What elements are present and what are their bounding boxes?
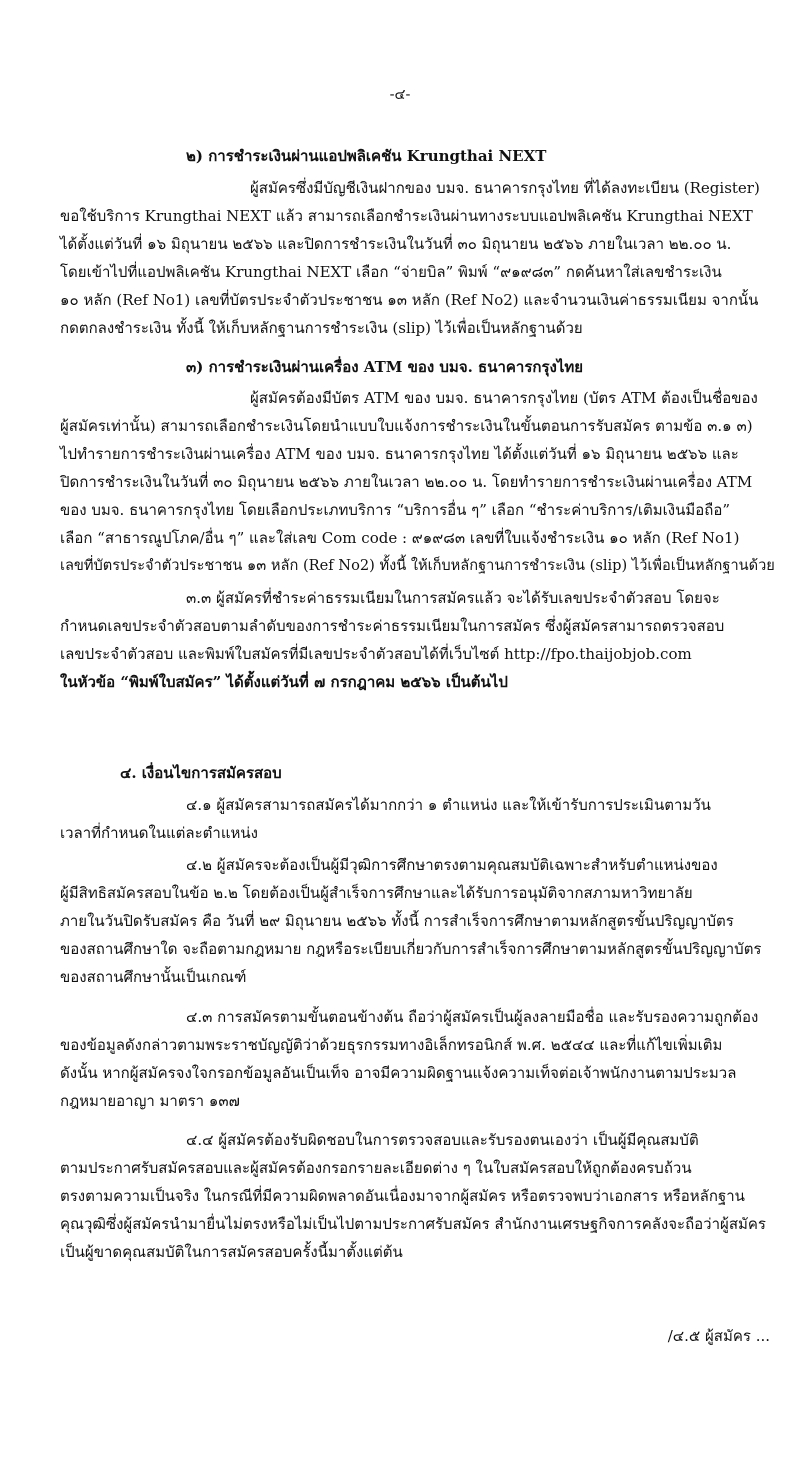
section-4-4-line: คุณวุฒิซึ่งผู้สมัครนำมายื่นไม่ตรงหรือไม่เป็นไปตามประกาศรับสมัคร สำนักงานเศรษฐกิจการคลังจะถือว่าผู้สมัคร: [60, 1215, 766, 1233]
section-3-line: ของ บมจ. ธนาคารกรุงไทย โดยเลือกประเภทบริการ “บริการอื่น ๆ” เลือก “ชำระค่าบริการ/เติมเงินมือถือ”: [60, 501, 730, 519]
section-3-line: ผู้สมัครต้องมีบัตร ATM ของ บมจ. ธนาคารกรุงไทย (บัตร ATM ต้องเป็นชื่อของ: [250, 389, 758, 407]
section-2-line: ขอใช้บริการ Krungthai NEXT แล้ว สามารถเลือกชำระเงินผ่านทางระบบแอปพลิเคชัน Krungthai NEXT: [60, 207, 753, 225]
section-2-heading: ๒) การชำระเงินผ่านแอปพลิเคชัน Krungthai NEXT: [186, 147, 547, 165]
section-2-line: กดตกลงชำระเงิน ทั้งนี้ ให้เก็บหลักฐานการชำระเงิน (slip) ไว้เพื่อเป็นหลักฐานด้วย: [60, 319, 583, 337]
section-3-3-line: เลขประจำตัวสอบ และพิมพ์ใบสมัครที่มีเลขประจำตัวสอบได้ที่เว็บไซต์ http://fpo.thaijobjob.com: [60, 645, 692, 663]
section-3-3-line: กำหนดเลขประจำตัวสอบตามลำดับของการชำระค่าธรรมเนียมในการสมัคร ซึ่งผู้สมัครสามารถตรวจสอบ: [60, 617, 725, 635]
section-4-3-line: ดังนั้น หากผู้สมัครจงใจกรอกข้อมูลอันเป็นเท็จ อาจมีความผิดฐานแจ้งความเท็จต่อเจ้าพนักงานตามประมวล: [60, 1064, 737, 1082]
continuation-note: /๔.๕ ผู้สมัคร ...: [667, 1327, 770, 1345]
section-2-line: ๑๐ หลัก (Ref No1) เลขที่บัตรประจำตัวประชาชน ๑๓ หลัก (Ref No2) และจำนวนเงินค่าธรรมเนียม จากนั้น: [60, 291, 759, 309]
section-4-3-line: ๔.๓ การสมัครตามขั้นตอนข้างต้น ถือว่าผู้สมัครเป็นผู้ลงลายมือชื่อ และรับรองความถูกต้อง: [186, 1008, 759, 1026]
section-4-3-line: ของข้อมูลดังกล่าวตามพระราชบัญญัติว่าด้วยธุรกรรมทางอิเล็กทรอนิกส์ พ.ศ. ๒๕๔๔ และที่แก้ไขเพิ่มเติม: [60, 1036, 723, 1054]
section-4-2-line: ๔.๒ ผู้สมัครจะต้องเป็นผู้มีวุฒิการศึกษาตรงตามคุณสมบัติเฉพาะสำหรับตำแหน่งของ: [186, 856, 718, 874]
section-3-3-line: ๓.๓ ผู้สมัครที่ชำระค่าธรรมเนียมในการสมัครแล้ว จะได้รับเลขประจำตัวสอบ โดยจะ: [186, 589, 720, 607]
section-4-4-line: เป็นผู้ขาดคุณสมบัติในการสมัครสอบครั้งนี้มาตั้งแต่ต้น: [60, 1243, 403, 1261]
section-2-line: โดยเข้าไปที่แอปพลิเคชัน Krungthai NEXT เลือก “จ่ายบิล” พิมพ์ “๙๑๙๘๓” กดค้นหาใส่เลขชำระเงิน: [60, 263, 722, 281]
section-4-2-line: ภายในวันปิดรับสมัคร คือ วันที่ ๒๙ มิถุนายน ๒๕๖๖ ทั้งนี้ การสำเร็จการศึกษาตามหลักสูตรขั้นปริญญาบัตร: [60, 912, 734, 930]
section-3-line: เลือก “สาธารณูปโภค/อื่น ๆ” และใส่เลข Com code : ๙๑๙๘๓ เลขที่ใบแจ้งชำระเงิน ๑๐ หลัก (Ref No1): [60, 529, 740, 547]
section-4-2-line: ของสถานศึกษานั้นเป็นเกณฑ์: [60, 968, 247, 986]
section-3-line: เลขที่บัตรประจำตัวประชาชน ๑๓ หลัก (Ref No2) ทั้งนี้ ให้เก็บหลักฐานการชำระเงิน (slip) ไว้เพื่อเป็นหลักฐานด้วย: [60, 557, 775, 574]
section-3-3-line: ในหัวข้อ “พิมพ์ใบสมัคร” ได้ตั้งแต่วันที่ ๗ กรกฎาคม ๒๕๖๖ เป็นต้นไป: [60, 673, 508, 691]
section-4-2-line: ของสถานศึกษาใด จะถือตามกฎหมาย กฎหรือระเบียบเกี่ยวกับการสำเร็จการศึกษาตามหลักสูตรขั้นปริญญาบัตร: [60, 940, 762, 958]
section-4-2-line: ผู้มีสิทธิสมัครสอบในข้อ ๒.๒ โดยต้องเป็นผู้สำเร็จการศึกษาและได้รับการอนุมัติจากสภามหาวิทยาลัย: [60, 884, 693, 902]
section-3-line: ปิดการชำระเงินในวันที่ ๓๐ มิถุนายน ๒๕๖๖ ภายในเวลา ๒๒.๐๐ น. โดยทำรายการชำระเงินผ่านเครื่อง ATM: [60, 473, 753, 491]
section-3-line: ผู้สมัครเท่านั้น) สามารถเลือกชำระเงินโดยนำแบบใบแจ้งการชำระเงินในขั้นตอนการรับสมัคร ตามข้อ ๓.๑ ๓): [60, 417, 753, 435]
section-3-line: ไปทำรายการชำระเงินผ่านเครื่อง ATM ของ บมจ. ธนาคารกรุงไทย ได้ตั้งแต่วันที่ ๑๖ มิถุนายน ๒๕๖๖ และ: [60, 445, 739, 463]
section-4-1-line: ๔.๑ ผู้สมัครสามารถสมัครได้มากกว่า ๑ ตำแหน่ง และให้เข้ารับการประเมินตามวัน: [186, 796, 711, 814]
section-3-heading: ๓) การชำระเงินผ่านเครื่อง ATM ของ บมจ. ธนาคารกรุงไทย: [186, 358, 584, 376]
section-4-1-line: เวลาที่กำหนดในแต่ละตำแหน่ง: [60, 824, 258, 842]
section-4-4-line: ตรงตามความเป็นจริง ในกรณีที่มีความผิดพลาดอันเนื่องมาจากผู้สมัคร หรือตรวจพบว่าเอกสาร หรือหลักฐาน: [60, 1187, 745, 1205]
section-4-4-line: ตามประกาศรับสมัครสอบและผู้สมัครต้องกรอกรายละเอียดต่าง ๆ ในใบสมัครสอบให้ถูกต้องครบถ้วน: [60, 1159, 692, 1177]
section-2-line: ได้ตั้งแต่วันที่ ๑๖ มิถุนายน ๒๕๖๖ และปิดการชำระเงินในวันที่ ๓๐ มิถุนายน ๒๕๖๖ ภายในเวลา ๒๒.๐๐ น.: [60, 235, 732, 253]
section-4-3-line: กฎหมายอาญา มาตรา ๑๓๗: [60, 1092, 240, 1110]
section-2-line: ผู้สมัครซึ่งมีบัญชีเงินฝากของ บมจ. ธนาคารกรุงไทย ที่ได้ลงทะเบียน (Register): [250, 179, 760, 197]
page-number: -๔-: [389, 87, 411, 103]
section-4-heading: ๔. เงื่อนไขการสมัครสอบ: [120, 764, 282, 782]
section-4-4-line: ๔.๔ ผู้สมัครต้องรับผิดชอบในการตรวจสอบและรับรองตนเองว่า เป็นผู้มีคุณสมบัติ: [186, 1131, 699, 1149]
